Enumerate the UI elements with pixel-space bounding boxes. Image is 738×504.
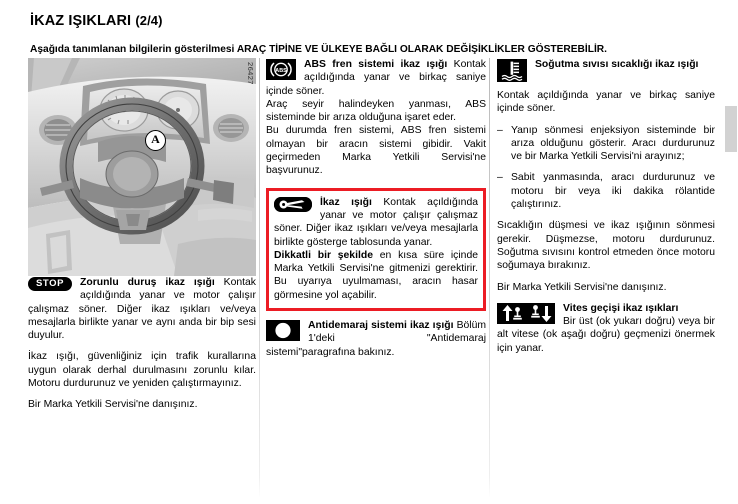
immobilizer-warning-text: Bölüm 1'deki "Antidemaraj sistemi"paragrafına bakınız.: [266, 320, 487, 358]
stop-warning-icon: STOP: [28, 277, 72, 291]
immobilizer-warning-entry: [266, 319, 486, 359]
gear-shift-indicator-icon: [497, 303, 555, 324]
abs-warning-entry-body: [266, 58, 486, 98]
service-warning-text-2-rest: en kısa süre içinde Marka Yetkili Servisi'ne gitmenizi gerektirir. Bu uyarıya uyulmaması, aracın hasar görmesine yol açabilir.: [274, 249, 479, 301]
service-warning-box: [266, 188, 486, 311]
coolant-warning-entry-body: [497, 58, 715, 71]
service-warning-entry: [274, 196, 478, 302]
coolant-warning-entry: [497, 58, 715, 294]
middle-column: [266, 58, 486, 498]
abs-warning-entry: [266, 58, 486, 178]
coolant-bullet-2: [497, 171, 715, 211]
content-columns: [0, 58, 738, 498]
vertical-scrollbar-thumb[interactable]: [725, 106, 737, 152]
gearshift-warning-entry: [497, 302, 715, 355]
coolant-paragraph-2: Sıcaklığın düşmesi ve ikaz ışığının sönmesi gerekir. Düşmezse, motoru durdurunuz. Soğutma sıvısını kontrol etmeden önce motoru soğumaya bırakınız.: [497, 220, 715, 272]
dash-marker: –: [497, 172, 503, 184]
coolant-bullet-1-text: Yanıp sönmesi enjeksiyon sisteminde bir arıza olduğunu gösterir. Aracı durdurunuz ve bir Marka Yetkili Servisi'ni arayınız;: [511, 124, 715, 163]
abs-warning-text-2: Araç seyir halindeyken yanması, ABS sisteminde bir arıza olduğuna işaret eder.: [266, 98, 486, 124]
svg-text:ABS: ABS: [275, 68, 287, 75]
immobilizer-warning-heading: Antidemaraj sistemi ikaz ışığı: [308, 320, 454, 332]
service-warning-text-2: [274, 249, 478, 302]
coolant-temperature-icon: [497, 59, 527, 82]
coolant-temperature-icon-svg: [497, 59, 527, 82]
coolant-paragraph-3: Bir Marka Yetkili Servisi'ne danışınız.: [497, 281, 667, 293]
coolant-bullet-list: [497, 124, 715, 212]
abs-warning-text-1: Kontak açıldığında yanar ve birkaç saniye içinde söner.: [266, 59, 486, 97]
abs-warning-heading: ABS fren sistemi ikaz ışığı: [304, 59, 448, 70]
gearshift-warning-text: Bir üst (ok yukarı doğru) veya bir alt vitese (ok aşağı doğru) geçmenizi önermek için yanar.: [497, 316, 715, 354]
left-paragraph-2: İkaz ışığı, güvenliğiniz için trafik kurallarına uygun olarak derhal durulmasını zorunlu kılar. Motoru durdurunuz ve yeniden çalıştırmayınız.: [28, 351, 256, 390]
coolant-warning-heading: Soğutma sıvısı sıcaklığı ikaz ışığı: [535, 59, 699, 70]
vertical-scrollbar-track[interactable]: [725, 0, 738, 504]
spanner-warning-icon-svg: [274, 197, 312, 212]
stop-warning-heading: Zorunlu duruş ikaz ışığı: [80, 277, 215, 288]
stop-warning-entry: [28, 276, 256, 342]
right-column: [497, 58, 715, 498]
page-header: [30, 14, 720, 56]
dashboard-illustration-svg: [28, 58, 256, 276]
coolant-warning-text: Kontak açıldığında yanar ve birkaç saniye içinde söner.: [497, 90, 715, 115]
illustration-callout-a: A: [145, 130, 166, 151]
abs-warning-icon: [266, 59, 296, 80]
spanner-warning-icon: [274, 197, 312, 212]
page-title: [30, 14, 720, 30]
stop-warning-text: Kontak açıldığında yanar ve motor çalışır çalışmaz söner. Diğer ikaz ışıkları ve/veya mesajlarla birlikte yanar ve aynı anda bir bip sesi duyulur.: [28, 277, 256, 342]
gear-shift-indicator-icon-svg: [497, 303, 555, 324]
service-warning-heading: İkaz ışığı: [320, 196, 372, 208]
service-warning-emphasis: Dikkatli bir şekilde: [274, 249, 373, 261]
left-paragraph-3: Bir Marka Yetkili Servisi'ne danışınız.: [28, 399, 198, 411]
coolant-bullet-1: [497, 124, 715, 164]
coolant-bullet-2-text: Sabit yanmasında, aracı durdurunuz ve motoru bir veya iki dakika rölantide çalıştırınız.: [511, 172, 715, 211]
gearshift-warning-heading: Vites geçişi ikaz ışıkları: [563, 302, 679, 314]
column-divider-right: [489, 58, 490, 498]
page-subtitle: Aşağıda tanımlanan bilgilerin gösterilmesi ARAÇ TİPİNE VE ÜLKEYE BAĞLI OLARAK DEĞİŞİKLİKLER GÖSTEREBİLİR.: [30, 43, 607, 55]
column-divider-left: [259, 58, 260, 498]
dash-marker: –: [497, 124, 503, 136]
immobilizer-warning-icon: [266, 320, 300, 341]
page-number-indicator: (2/4): [135, 13, 163, 28]
abs-warning-icon-svg: [266, 59, 296, 80]
abs-warning-text-3: Bu durumda fren sistemi, ABS fren sistemi olmayan bir aracın sistemi gibidir. Vakit geçirmeden Marka Yetkili Servisi'ne başvurunuz.: [266, 125, 486, 177]
page-title-text: İKAZ IŞIKLARI: [30, 13, 132, 29]
left-column: [28, 58, 256, 498]
illustration-reference-number: 26427: [246, 62, 255, 85]
service-warning-text-1: Kontak açıldığında yanar ve motor çalışır çalışmaz söner. Diğer ikaz ışıkları ve/veya mesajlarla birlikte gösterge tablosunda yanar.: [274, 196, 478, 248]
steering-wheel-illustration: [28, 58, 256, 276]
immobilizer-warning-icon-svg: [266, 320, 300, 341]
